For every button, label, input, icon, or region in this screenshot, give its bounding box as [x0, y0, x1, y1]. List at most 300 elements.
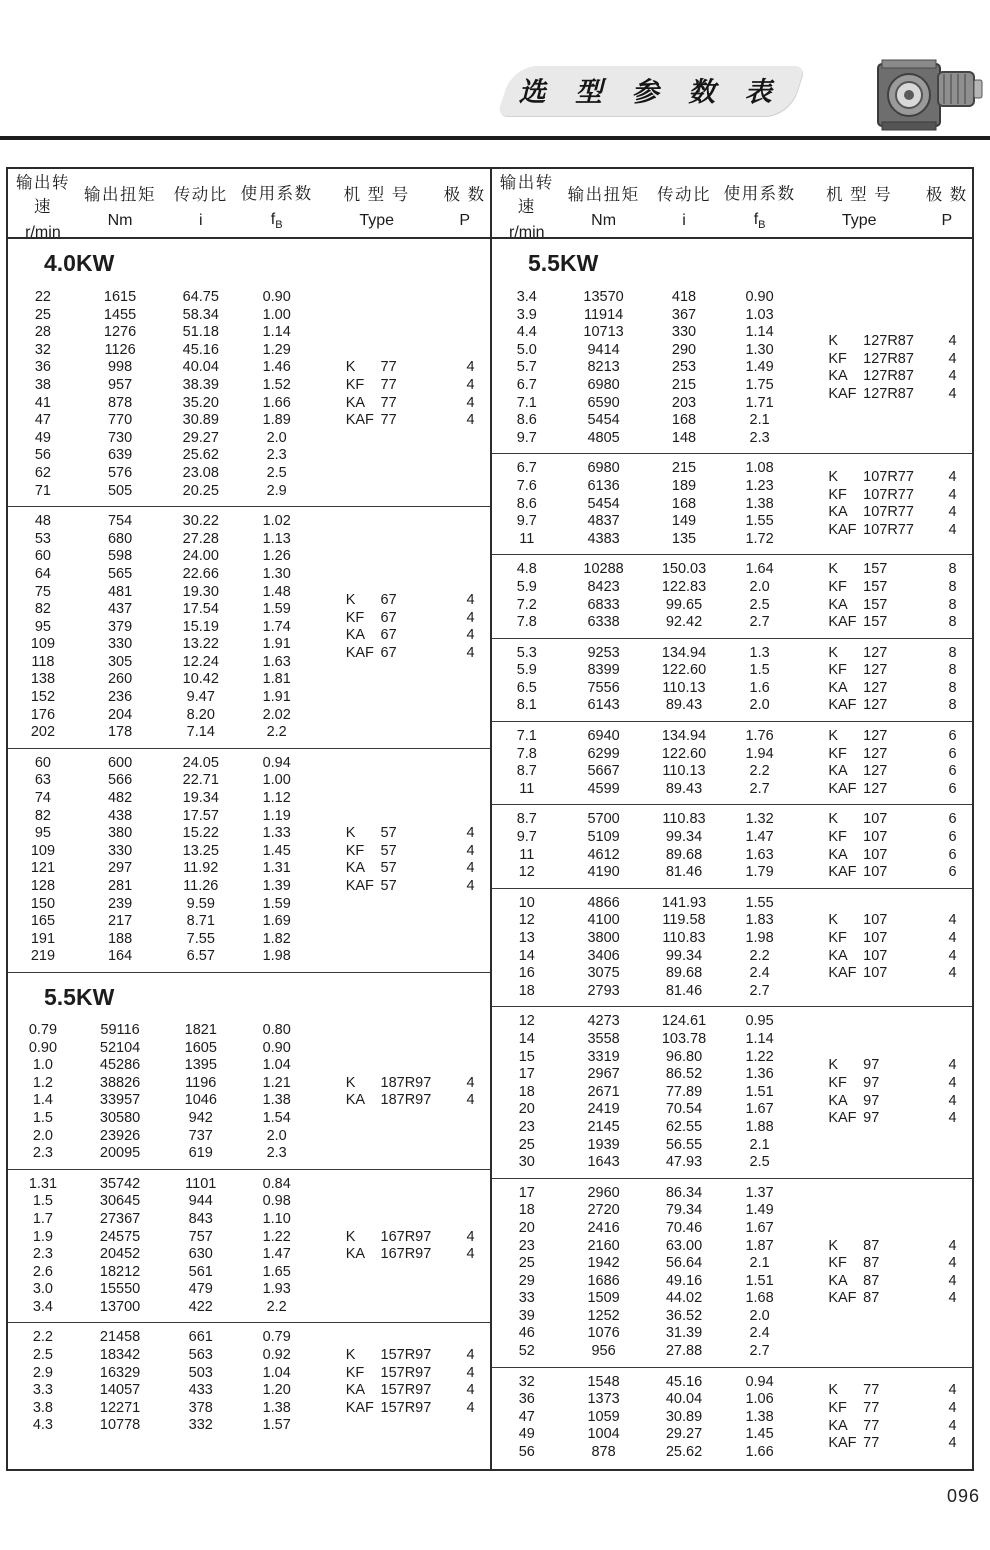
- cell-speed: 1.5: [32, 1193, 54, 1210]
- column-header: 使用系数 $f_B$: [723, 184, 796, 232]
- cell-ratio: 23.08: [182, 464, 219, 481]
- type-poles: 4: [466, 860, 475, 877]
- cell-torque: 6980: [587, 376, 620, 393]
- cell-ratio: 99.65: [665, 596, 703, 613]
- type-row: [314, 843, 490, 861]
- cell-speed: 6.7: [516, 376, 537, 393]
- cell-ratio: 56.55: [665, 1136, 703, 1153]
- type-model: K 167R97: [345, 1228, 432, 1245]
- type-poles: 4: [948, 1110, 957, 1127]
- cell-speed: 15: [518, 1048, 535, 1065]
- cell-torque: 380: [107, 825, 133, 842]
- cell-fb: 2.7: [749, 982, 770, 999]
- type-poles: 4: [948, 332, 957, 349]
- type-row: [314, 377, 490, 395]
- type-model: KA 97: [828, 1092, 880, 1109]
- cell-fb: 1.69: [262, 913, 291, 930]
- cell-fb: 1.59: [262, 895, 291, 912]
- type-row: [797, 1057, 972, 1075]
- cell-fb: 0.90: [745, 289, 774, 305]
- cell-torque: 204: [107, 706, 133, 723]
- type-poles: 6: [948, 846, 957, 863]
- cell-torque: 438: [107, 807, 133, 824]
- type-model: K 77: [828, 1382, 880, 1399]
- cell-speed: 5.9: [516, 662, 537, 679]
- cell-fb: 1.51: [745, 1272, 774, 1289]
- column-header: 传动比 i: [173, 186, 228, 229]
- cell-ratio: 70.54: [665, 1101, 703, 1118]
- cell-fb: 1.22: [262, 1228, 291, 1245]
- type-model: KAF 107: [828, 864, 888, 881]
- cell-torque: 330: [107, 636, 133, 653]
- type-model: KAF 77: [345, 412, 397, 429]
- cell-ratio: 49.16: [665, 1272, 703, 1289]
- cell-speed: 176: [30, 706, 56, 723]
- type-poles: 4: [948, 1400, 957, 1417]
- cell-torque: 5454: [587, 412, 620, 429]
- cell-torque: 2145: [587, 1118, 620, 1135]
- cell-speed: 49: [518, 1426, 535, 1443]
- type-model: KA 87: [828, 1272, 880, 1289]
- cell-ratio: 27.28: [182, 530, 219, 547]
- cell-fb: 1.38: [745, 495, 774, 512]
- type-row: [797, 469, 972, 487]
- type-row: [797, 1255, 972, 1273]
- cell-speed: 14: [518, 1030, 535, 1047]
- cell-ratio: 503: [188, 1364, 213, 1381]
- cell-ratio: 168: [671, 412, 697, 429]
- cell-fb: 2.5: [749, 596, 770, 613]
- cell-fb: 1.00: [262, 306, 291, 323]
- cell-ratio: 89.68: [665, 846, 703, 863]
- cell-ratio: 110.83: [662, 811, 706, 828]
- cell-fb: 2.7: [749, 1343, 770, 1360]
- cell-ratio: 58.34: [182, 306, 219, 323]
- type-list: [797, 1368, 972, 1468]
- cell-speed: 29: [518, 1272, 535, 1289]
- cell-speed: 11: [519, 530, 535, 547]
- cell-speed: 128: [30, 878, 56, 894]
- cell-fb: 2.3: [749, 429, 770, 446]
- type-row: [797, 965, 972, 983]
- cell-speed: 14: [518, 947, 535, 964]
- type-list: [314, 1170, 490, 1323]
- cell-ratio: 30.89: [665, 1408, 703, 1425]
- type-model: K 77: [345, 359, 397, 376]
- column-header: 输出扭矩 Nm: [567, 186, 640, 229]
- cell-torque: 11914: [583, 306, 624, 323]
- type-model: KAF 107: [828, 965, 888, 982]
- cell-torque: 1276: [103, 324, 137, 341]
- column-header: 极 数 P: [443, 186, 486, 229]
- cell-torque: 188: [107, 930, 133, 947]
- type-row: [797, 728, 972, 746]
- cell-ratio: 45.16: [182, 341, 219, 358]
- type-model: KF 107: [828, 829, 888, 846]
- cell-torque: 639: [107, 447, 133, 464]
- cell-torque: 38826: [99, 1074, 141, 1091]
- cell-speed: 7.8: [516, 614, 537, 631]
- cell-ratio: 8.71: [186, 913, 215, 930]
- section-title: 5.5KW: [8, 972, 490, 1016]
- cell-ratio: 77.89: [665, 1083, 703, 1100]
- type-row: [314, 395, 490, 413]
- rating-block: [492, 638, 972, 721]
- cell-torque: 15550: [99, 1281, 141, 1298]
- cell-fb: 1.88: [745, 1118, 774, 1135]
- type-poles: 4: [948, 504, 957, 521]
- type-model: KAF 127: [828, 780, 888, 797]
- type-model: K 127: [828, 728, 888, 745]
- cell-ratio: 30.89: [182, 412, 219, 429]
- cell-fb: 1.06: [745, 1391, 774, 1408]
- cell-ratio: 843: [188, 1210, 213, 1227]
- cell-fb: 1.33: [262, 825, 291, 842]
- cell-torque: 1252: [587, 1307, 620, 1324]
- cell-ratio: 99.34: [665, 829, 703, 846]
- cell-ratio: 149: [671, 513, 697, 530]
- type-poles: 4: [466, 412, 475, 429]
- cell-fb: 0.90: [262, 1039, 291, 1056]
- cell-speed: 23: [518, 1237, 535, 1254]
- type-model: K 67: [345, 592, 397, 609]
- type-poles: 4: [948, 385, 957, 402]
- cell-fb: 2.3: [266, 447, 287, 464]
- cell-speed: 1.5: [32, 1109, 54, 1126]
- cell-fb: 1.93: [262, 1281, 291, 1298]
- cell-torque: 6590: [587, 394, 620, 411]
- type-model: KAF 57: [345, 878, 397, 894]
- type-poles: 4: [948, 1255, 957, 1272]
- cell-fb: 1.76: [745, 728, 774, 745]
- cell-ratio: 189: [671, 477, 697, 494]
- cell-torque: 239: [107, 895, 133, 912]
- cell-speed: 10: [518, 894, 535, 911]
- cell-ratio: 63.00: [665, 1237, 703, 1254]
- type-row: [797, 1075, 972, 1093]
- type-row: [797, 368, 972, 386]
- type-row: [797, 1418, 972, 1436]
- type-model: KF 157: [828, 578, 888, 595]
- cell-speed: 1.2: [32, 1074, 54, 1091]
- type-poles: 4: [948, 1290, 957, 1307]
- cell-ratio: 1101: [185, 1175, 217, 1192]
- cell-speed: 60: [34, 754, 51, 771]
- type-poles: 6: [948, 745, 957, 762]
- cell-ratio: 40.04: [665, 1391, 703, 1408]
- type-model: KAF 127R87: [828, 385, 914, 402]
- cell-fb: 1.66: [745, 1444, 774, 1461]
- cell-fb: 1.64: [745, 561, 774, 578]
- cell-speed: 4.3: [32, 1417, 54, 1434]
- type-poles: 4: [466, 1399, 475, 1416]
- cell-ratio: 40.04: [182, 359, 219, 376]
- type-poles: 8: [948, 697, 957, 714]
- cell-fb: 1.47: [745, 829, 774, 846]
- type-row: [797, 829, 972, 847]
- cell-speed: 1.0: [32, 1057, 54, 1074]
- cell-torque: 10778: [99, 1417, 141, 1434]
- gearmotor-photo-icon: [872, 48, 986, 138]
- cell-ratio: 29.27: [665, 1426, 703, 1443]
- type-row: [314, 359, 490, 377]
- type-poles: 4: [948, 1237, 957, 1254]
- cell-fb: 2.0: [266, 429, 287, 446]
- type-row: [314, 1075, 490, 1093]
- type-model: KA 107R77: [828, 504, 914, 521]
- cell-ratio: 89.68: [665, 965, 703, 982]
- rating-block: [8, 748, 490, 972]
- cell-speed: 60: [34, 548, 51, 565]
- type-row: [797, 811, 972, 829]
- cell-fb: 1.10: [262, 1210, 291, 1227]
- cell-speed: 16: [518, 965, 535, 982]
- cell-speed: 191: [30, 930, 56, 947]
- cell-fb: 1.14: [262, 324, 291, 341]
- cell-fb: 1.46: [262, 359, 291, 376]
- cell-torque: 33957: [99, 1092, 141, 1109]
- cell-speed: 18: [518, 982, 535, 999]
- cell-speed: 33: [518, 1290, 535, 1307]
- cell-torque: 8213: [587, 359, 620, 376]
- cell-speed: 46: [518, 1325, 535, 1342]
- type-poles: 6: [948, 728, 957, 745]
- rating-block: [492, 283, 972, 453]
- cell-speed: 3.4: [516, 289, 537, 305]
- type-list: [314, 1323, 490, 1441]
- cell-fb: 1.04: [262, 1364, 291, 1381]
- cell-ratio: 79.34: [665, 1202, 703, 1219]
- column-header-row: [492, 169, 972, 239]
- type-model: KA 127R87: [828, 368, 914, 385]
- type-list: [797, 639, 972, 721]
- cell-torque: 18212: [99, 1263, 141, 1280]
- type-model: KA 127: [828, 679, 888, 696]
- type-row: [797, 930, 972, 948]
- cell-speed: 4.8: [516, 561, 537, 578]
- cell-speed: 8.6: [516, 495, 537, 512]
- cell-ratio: 253: [671, 359, 697, 376]
- type-row: [797, 561, 972, 579]
- cell-torque: 6833: [587, 596, 620, 613]
- type-poles: 6: [948, 811, 957, 828]
- cell-torque: 878: [591, 1444, 616, 1461]
- type-model: KF 87: [828, 1255, 880, 1272]
- cell-torque: 30580: [99, 1109, 141, 1126]
- type-row: [797, 912, 972, 930]
- type-row: [314, 1382, 490, 1400]
- cell-speed: 25: [34, 306, 51, 323]
- type-row: [797, 487, 972, 505]
- cell-ratio: 86.52: [665, 1066, 703, 1083]
- cell-fb: 1.55: [745, 894, 774, 911]
- cell-torque: 10713: [583, 324, 624, 341]
- type-row: [314, 878, 490, 896]
- cell-torque: 260: [107, 671, 133, 688]
- type-row: [314, 1246, 490, 1264]
- cell-speed: 48: [34, 513, 51, 530]
- cell-fb: 1.54: [262, 1109, 291, 1126]
- cell-fb: 1.72: [745, 530, 774, 547]
- cell-fb: 2.2: [749, 763, 770, 780]
- cell-speed: 8.7: [516, 763, 537, 780]
- type-model: KF 127R87: [828, 350, 914, 367]
- cell-torque: 4805: [587, 429, 620, 446]
- cell-ratio: 19.34: [182, 790, 219, 807]
- cell-torque: 754: [107, 513, 133, 530]
- cell-torque: 2967: [587, 1066, 620, 1083]
- cell-ratio: 86.34: [665, 1184, 703, 1201]
- type-row: [797, 386, 972, 404]
- type-model: KAF 77: [828, 1435, 880, 1452]
- cell-speed: 56: [34, 447, 51, 464]
- type-list: [797, 283, 972, 453]
- cell-fb: 1.45: [262, 842, 291, 859]
- cell-speed: 9.7: [516, 513, 537, 530]
- type-model: K 107R77: [828, 469, 914, 486]
- type-model: KF 97: [828, 1074, 880, 1091]
- cell-fb: 1.67: [745, 1219, 774, 1236]
- cell-speed: 11: [519, 780, 535, 797]
- type-row: [797, 746, 972, 764]
- table-right-half: [490, 169, 972, 1469]
- cell-torque: 13700: [99, 1298, 141, 1315]
- selection-table: [6, 167, 974, 1471]
- cell-fb: 2.2: [266, 724, 287, 741]
- cell-ratio: 135: [671, 530, 697, 547]
- cell-torque: 4100: [587, 912, 620, 929]
- cell-ratio: 1395: [184, 1057, 217, 1074]
- type-poles: 4: [948, 469, 957, 486]
- cell-fb: 1.30: [745, 341, 774, 358]
- type-model: KA 127: [828, 763, 888, 780]
- cell-fb: 1.98: [262, 948, 291, 965]
- cell-ratio: 25.62: [182, 447, 219, 464]
- type-model: KAF 157: [828, 614, 888, 631]
- cell-torque: 4837: [587, 513, 620, 530]
- cell-torque: 23926: [99, 1127, 141, 1144]
- cell-torque: 6980: [587, 460, 620, 477]
- type-poles: 4: [948, 1057, 957, 1074]
- type-row: [314, 592, 490, 610]
- cell-fb: 1.87: [745, 1237, 774, 1254]
- cell-ratio: 122.60: [661, 745, 707, 762]
- cell-ratio: 168: [671, 495, 697, 512]
- cell-fb: 1.02: [262, 513, 291, 530]
- cell-torque: 6136: [587, 477, 620, 494]
- cell-speed: 82: [34, 807, 51, 824]
- cell-ratio: 148: [671, 429, 697, 446]
- type-poles: 6: [948, 864, 957, 881]
- type-list: [314, 507, 490, 748]
- type-model: KA 167R97: [345, 1246, 432, 1263]
- type-model: KAF 127: [828, 697, 888, 714]
- type-row: [797, 1400, 972, 1418]
- cell-speed: 53: [34, 530, 51, 547]
- cell-fb: 1.63: [745, 846, 774, 863]
- type-poles: 4: [466, 645, 475, 662]
- type-list: [314, 1016, 490, 1169]
- cell-torque: 379: [107, 618, 133, 635]
- type-model: K 157R97: [345, 1347, 432, 1364]
- cell-fb: 1.68: [745, 1290, 774, 1307]
- cell-torque: 770: [107, 412, 133, 429]
- rating-block: [8, 1016, 490, 1169]
- rating-block: [492, 1178, 972, 1367]
- type-poles: 4: [466, 609, 475, 626]
- rating-block: [492, 888, 972, 1007]
- type-row: [797, 1093, 972, 1111]
- cell-speed: 74: [34, 790, 51, 807]
- type-list: [314, 283, 490, 506]
- cell-ratio: 24.05: [182, 754, 219, 771]
- cell-fb: 1.6: [749, 679, 770, 696]
- cell-ratio: 12.24: [182, 653, 219, 670]
- cell-ratio: 22.71: [182, 772, 219, 789]
- cell-torque: 4190: [587, 864, 620, 881]
- type-poles: 4: [466, 1246, 475, 1263]
- section-title: 5.5KW: [528, 250, 599, 276]
- cell-ratio: 122.60: [661, 662, 707, 679]
- type-row: [314, 1092, 490, 1110]
- cell-speed: 18: [518, 1083, 535, 1100]
- cell-ratio: 17.57: [182, 807, 219, 824]
- type-poles: 4: [466, 842, 475, 859]
- type-row: [797, 847, 972, 865]
- cell-speed: 12: [518, 1013, 535, 1030]
- cell-speed: 6.5: [516, 679, 537, 696]
- cell-torque: 9414: [587, 341, 620, 358]
- cell-fb: 1.23: [745, 477, 774, 494]
- cell-ratio: 1196: [185, 1074, 217, 1091]
- cell-ratio: 479: [188, 1281, 213, 1298]
- cell-torque: 6299: [587, 745, 620, 762]
- type-poles: 4: [948, 368, 957, 385]
- cell-speed: 56: [518, 1444, 535, 1461]
- type-poles: 4: [466, 1228, 475, 1245]
- cell-torque: 8399: [587, 662, 620, 679]
- type-model: KF 127: [828, 662, 888, 679]
- cell-torque: 6940: [587, 728, 620, 745]
- type-poles: 4: [466, 1092, 475, 1109]
- type-model: KAF 107R77: [828, 521, 914, 538]
- cell-torque: 598: [107, 548, 133, 565]
- cell-torque: 6143: [587, 697, 620, 714]
- cell-ratio: 215: [671, 460, 697, 477]
- cell-speed: 20: [518, 1219, 535, 1236]
- cell-fb: 2.1: [749, 412, 770, 429]
- cell-ratio: 150.03: [661, 561, 707, 578]
- cell-ratio: 367: [671, 306, 697, 323]
- cell-fb: 1.55: [745, 513, 774, 530]
- cell-torque: 1615: [103, 289, 137, 305]
- type-poles: 8: [948, 561, 957, 578]
- cell-fb: 2.9: [266, 482, 287, 499]
- cell-speed: 95: [34, 618, 51, 635]
- cell-torque: 730: [107, 429, 133, 446]
- type-row: [797, 1382, 972, 1400]
- cell-torque: 59116: [100, 1021, 140, 1038]
- cell-torque: 5454: [587, 495, 620, 512]
- cell-speed: 0.90: [28, 1039, 58, 1056]
- cell-fb: 2.1: [749, 1136, 770, 1153]
- cell-ratio: 330: [671, 324, 697, 341]
- type-list: [797, 454, 972, 554]
- type-model: K 127R87: [828, 332, 914, 349]
- cell-fb: 1.52: [262, 376, 291, 393]
- type-poles: 8: [948, 596, 957, 613]
- type-model: K 87: [828, 1237, 880, 1254]
